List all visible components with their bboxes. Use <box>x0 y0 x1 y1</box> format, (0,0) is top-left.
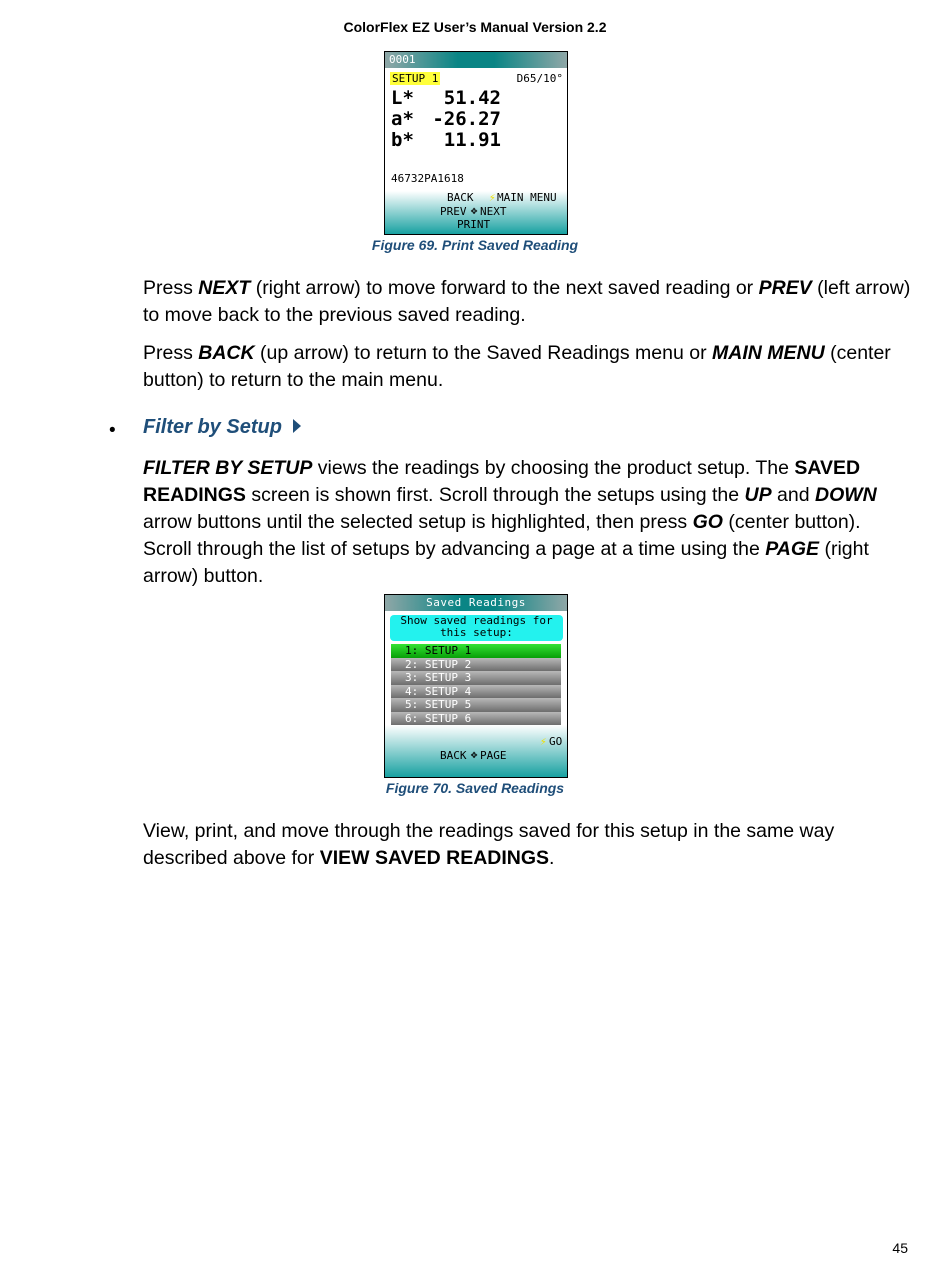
prev-button-label: PREV <box>440 205 467 218</box>
print-saved-reading-screen <box>384 51 568 235</box>
setup-list-item: 3: SETUP 3 <box>391 671 561 685</box>
illuminant-label: D65/10° <box>516 72 563 85</box>
measurement-label: b* <box>391 129 414 151</box>
section-heading <box>143 416 303 439</box>
text: arrow buttons until the selected setup is highlighted, then press <box>143 511 693 533</box>
keyword: MAIN MENU <box>712 342 825 364</box>
text: . <box>549 847 555 869</box>
prompt-line: Show saved readings for <box>400 614 553 627</box>
text: (right arrow) to move forward to the next saved reading or <box>250 277 759 299</box>
keyword: FILTER BY SETUP <box>143 457 313 479</box>
keyword: VIEW SAVED READINGS <box>319 847 550 869</box>
text: (center button) to return to the main menu. <box>143 342 891 391</box>
prompt-line: this setup: <box>440 626 513 639</box>
screen-title-bar: 0001 <box>385 52 567 68</box>
figure-70-caption: Figure 70. Saved Readings <box>385 780 565 796</box>
measurement-value: 51.42 <box>443 87 501 109</box>
paragraph-back-main-menu <box>143 340 913 394</box>
page-number: 45 <box>892 1240 908 1256</box>
print-button-label: PRINT <box>457 218 491 231</box>
go-button-label: GO <box>549 735 563 748</box>
direction-pad-icon: ✥ <box>470 748 478 761</box>
text: Press <box>143 342 199 364</box>
section-heading-text: Filter by Setup <box>143 416 282 438</box>
setup-row <box>390 72 563 86</box>
measurement-row <box>391 109 501 130</box>
triangle-right-icon <box>291 418 303 434</box>
paragraph-filter-by-setup <box>143 455 913 590</box>
bolt-icon: ⚡ <box>540 735 547 748</box>
text: screen is shown first. Scroll through the setups using the <box>245 484 745 506</box>
setup-list <box>391 644 561 725</box>
keyword: GO <box>692 511 723 533</box>
paragraph-next-prev <box>143 275 913 329</box>
keyword: NEXT <box>198 277 251 299</box>
measurement-value: 11.91 <box>443 129 501 151</box>
text: (right arrow) button. <box>143 538 869 587</box>
paragraph-view-print <box>143 818 913 872</box>
text: View, print, and move through the readings saved for this setup in the same way described above for <box>143 820 835 869</box>
text: (center button). Scroll through the list of setups by advancing a page at a time using the <box>143 511 861 560</box>
text: Press <box>143 277 199 299</box>
bolt-icon: ⚡ <box>489 191 496 204</box>
measurement-row <box>391 130 501 151</box>
keyword: DOWN <box>815 484 877 506</box>
bullet-dot: • <box>109 420 116 441</box>
keyword: UP <box>744 484 772 506</box>
setup-list-item-selected: 1: SETUP 1 <box>391 644 561 658</box>
next-button-label: NEXT <box>480 205 507 218</box>
keyword: BACK <box>198 342 255 364</box>
measurement-value: -26.27 <box>432 108 501 130</box>
saved-readings-screen <box>384 594 568 778</box>
page-button-label: PAGE <box>480 749 507 762</box>
keyword: PREV <box>758 277 812 299</box>
setup-prompt <box>390 615 563 641</box>
main-menu-button-label: MAIN MENU <box>497 191 557 204</box>
setup-list-item: 5: SETUP 5 <box>391 698 561 712</box>
measurement-label: a* <box>391 108 414 130</box>
keyword: PAGE <box>765 538 820 560</box>
text: (up arrow) to return to the Saved Readings menu or <box>254 342 713 364</box>
back-button-label: BACK <box>447 191 474 204</box>
keyword: SAVED READINGS <box>143 457 861 506</box>
direction-pad-icon: ✥ <box>470 204 478 217</box>
measurement-row <box>391 88 501 109</box>
setup-list-item: 6: SETUP 6 <box>391 712 561 726</box>
setup-label: SETUP 1 <box>392 72 439 85</box>
text: views the readings by choosing the product setup. The <box>312 457 795 479</box>
measurement-label: L* <box>391 87 414 109</box>
back-button-label: BACK <box>440 749 467 762</box>
text: (left arrow) to move back to the previous saved reading. <box>143 277 911 326</box>
sample-id: 46732PA1618 <box>391 172 464 185</box>
screen-title-bar: Saved Readings <box>385 595 567 611</box>
button-legend <box>385 725 567 777</box>
button-legend <box>385 191 567 234</box>
setup-list-item: 2: SETUP 2 <box>391 658 561 672</box>
text: and <box>771 484 815 506</box>
setup-list-item: 4: SETUP 4 <box>391 685 561 699</box>
page-header: ColorFlex EZ User’s Manual Version 2.2 <box>343 19 607 35</box>
figure-69-caption: Figure 69. Print Saved Reading <box>371 237 579 253</box>
